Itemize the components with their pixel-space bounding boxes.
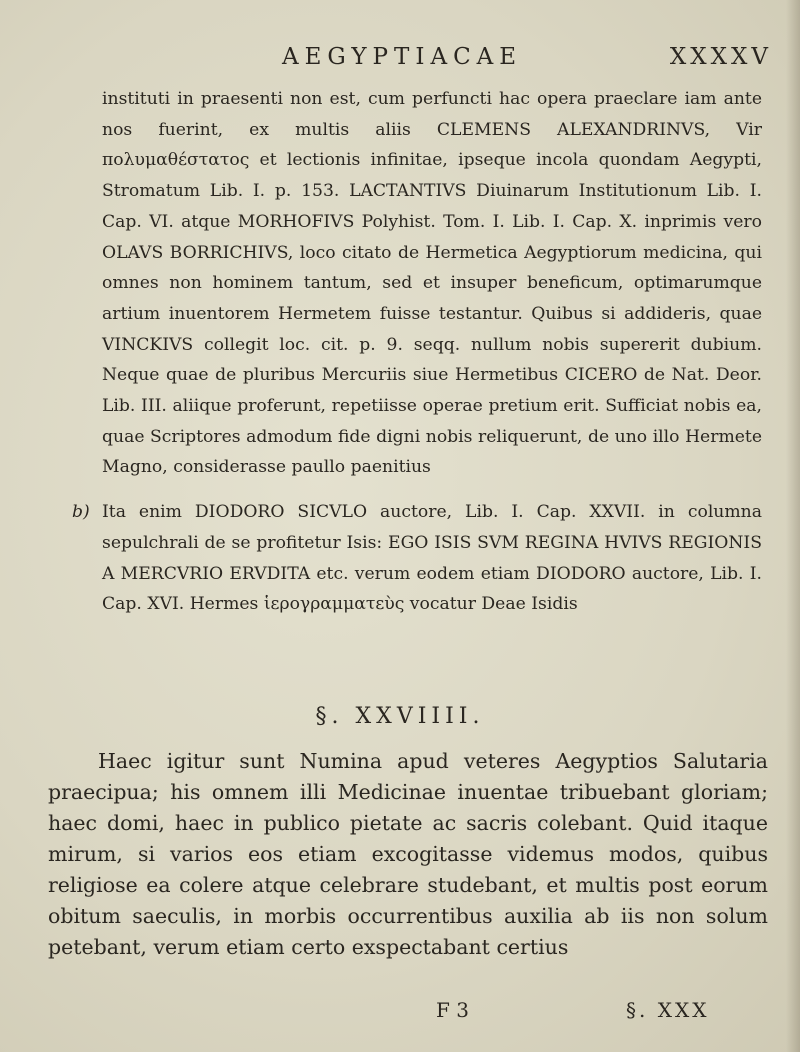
- page-edge-shadow: [786, 0, 800, 1052]
- running-title: AEGYPTIACAE: [282, 44, 523, 70]
- footnote-marker: b): [72, 502, 90, 523]
- section-heading: §. XXVIIII.: [315, 704, 485, 729]
- main-text: [48, 746, 768, 963]
- catchword: §. XXX: [626, 998, 710, 1022]
- footnote-a: instituti in praesenti non est, cum perfuncti hac opera praeclare iam ante nos fuerint, ex multis aliis CLEMENS ALEXANDRINVS, Vir πολυμαθέστατος et lectionis infinitae, ipseque incola quondam Aegypti, Stromatum Lib. I. p. 153. LACTANTIVS Diuinarum Institutionum Lib. I. Cap. VI. atque MORHOFIVS Polyhist. Tom. I. Lib. I. Cap. X. inprimis vero OLAVS BORRICHIVS, loco citato de Hermetica Aegyptiorum medicina, qui omnes non hominem tantum, sed et insuper beneficum, optimarumque artium inuentorem Hermetem fuisse testantur. Quibus si addideris, quae VINCKIVS collegit loc. cit. p. 9. seqq. nullum nobis supererit dubium. Neque quae de pluribus Mercuriis siue Hermetibus CICERO de Nat. Deor. Lib. III. aliique proferunt, repetiisse operae pretium erit. Sufficiat nobis ea, quae Scriptores admodum fide digni nobis reliquerunt, de uno illo Hermete Magno, considerasse paullo paenitius: [102, 89, 762, 478]
- footnote-b-text: Ita enim DIODORO SICVLO auctore, Lib. I. Cap. XXVII. in columna sepulchrali de se profitetur Isis: EGO ISIS SVM REGINA HVIVS REGIONIS A MERCVRIO ERVDITA etc. verum eodem etiam DIODORO auctore, Lib. I. Cap. XVI. Hermes ἱερογραμματεὺς vocatur Deae Isidis: [102, 502, 762, 615]
- signature-mark: F 3: [436, 998, 469, 1022]
- page-number: XXXXV: [669, 44, 772, 70]
- running-head: [0, 44, 800, 80]
- footnote-b: [72, 497, 762, 620]
- main-paragraph: Haec igitur sunt Numina apud veteres Aegyptios Salutaria praecipua; his omnem illi Medicinae inuentae tribuebant gloriam; haec domi, haec in publico pietate ac sacris colebant. Quid itaque mirum, si varios eos etiam excogitasse videmus modos, quibus religiose ea colere atque celebrare studebant, et multis post eorum obitum saeculis, in morbis occurrentibus auxilia ab iis non solum petebant, verum etiam certo exspectabant certius: [48, 749, 768, 959]
- footnotes: [72, 84, 762, 620]
